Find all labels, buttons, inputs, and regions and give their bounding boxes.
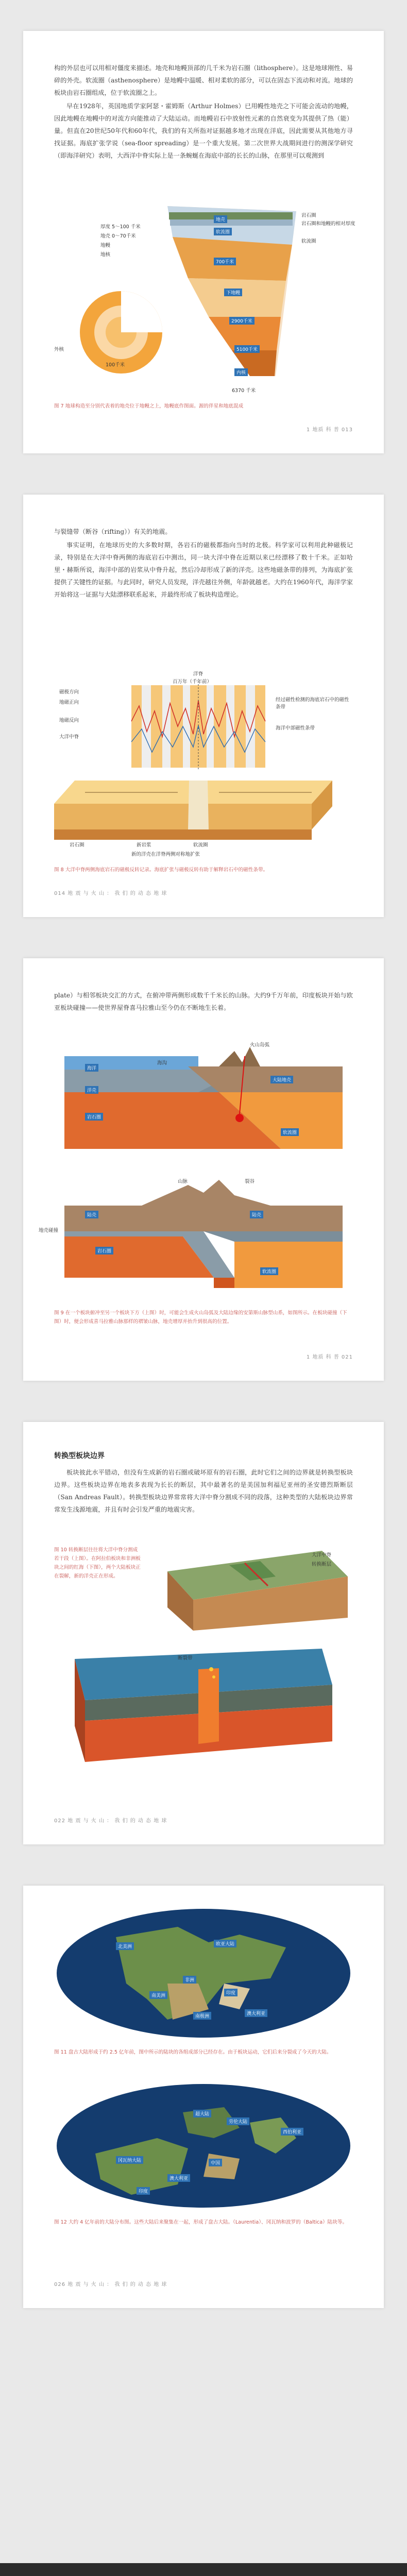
layer-label: 地壳 xyxy=(214,215,227,223)
label: 地幔 xyxy=(100,243,111,248)
diagram-label: 陆壳 xyxy=(250,1211,263,1218)
label: 山脉 xyxy=(178,1179,188,1184)
map-label: 南极洲 xyxy=(193,2012,211,2020)
map-label: 澳大利亚 xyxy=(167,2174,190,2182)
layer-label: 软流圈 xyxy=(214,228,232,235)
paragraph: plate）与相邻板块交汇的方式，在俯冲带两侧形成数千千米长的山脉。大约9千万年前，印度板块开始与欧亚板块碰撞——使世界屋脊喜马拉雅山至今仍在不断地生长着。 xyxy=(54,992,353,1011)
diagram-label: 软流圈 xyxy=(281,1128,299,1136)
book-page-3 xyxy=(23,958,384,1381)
diagram-label: 海洋 xyxy=(85,1064,98,1072)
map-label: 劳伦大陆 xyxy=(227,2117,249,2125)
paragraph: 事实证明，在地球历史的大多数时期，各岩石的磁极都指向当时的北极。科学家可以利用此种磁极记录，特别是在大洋中脊两侧的海底岩石中测出，同一块大洋中脊在近期以来已经漂移了数十千米。正如哈里・赫斯所说，海洋中部的岩浆从中脊升起，然后冷却形成了新的洋壳。这些地磁条带的排列，为海底扩张提供了关键性的证据。与此同时，研究人员发现，洋壳越往外侧，年龄就越老。大约在1960年代，海洋学家开始将这一证据与大陆漂移联系起来，并最终形成了板块构造理论。 xyxy=(54,541,353,598)
label: 新的洋壳在洋脊两侧对称地扩张 xyxy=(131,852,200,857)
layer-label: 内核 xyxy=(234,368,248,376)
label: 软流圈 xyxy=(301,239,316,244)
label: 岩石圈 xyxy=(70,842,84,848)
map-label: 北美洲 xyxy=(116,1942,134,1950)
page-footer: 1 地质 科 普 021 xyxy=(306,1354,353,1360)
figure-caption: 图 7 地球构造至分别代表着的地壳位于地幔之上，地幔底作图面。源的伴星和地底混成 xyxy=(54,403,244,409)
legend-item: 地磁反向 xyxy=(59,718,79,723)
figure-caption: 图 8 大洋中脊两侧海底岩石的磁极反转记录。海底扩张与磁极反转有助于解释岩石中的磁性条带。 xyxy=(54,867,268,873)
label: 地壳碰撞 xyxy=(39,1228,59,1233)
label: 断裂带 xyxy=(178,1655,193,1661)
layer-label: 2900千米 xyxy=(229,317,255,325)
label: 外核 xyxy=(54,347,64,352)
figure-caption: 图 10 转换断层往往将大洋中脊分割成若干段（上图）。在阿拉伯板块和非洲板块之间的红海（下图），两个大陆板块正在裂解，新的洋壳正在形成。 xyxy=(54,1547,141,1579)
map-label: 非洲 xyxy=(183,1976,196,1984)
ancient-continents-map xyxy=(54,2081,353,2210)
map-label: 超大陆 xyxy=(193,2110,211,2117)
label: 6370 千米 xyxy=(232,388,256,394)
label: 火山岛弧 xyxy=(250,1042,270,1048)
paragraph: 构的外层也可以用相对僵度来描述。地壳和地幔顶部的几千米为岩石圈（lithosphere）。这是地球刚性、易碎的外壳。软流圈（asthenosphere）是地幔中温暖、相对柔软的部分，可以在固态下流动和对流。地球的板块由岩石圈组成，位于软流圈之上。 xyxy=(54,64,353,96)
book-page-5 xyxy=(23,1886,384,2308)
label: 百万年（千年前） xyxy=(173,679,212,685)
legend-item: 大洋中脊 xyxy=(59,734,79,740)
label: 经过磁性检测的海底岩石中的磁性条带 xyxy=(276,697,349,710)
book-page-4 xyxy=(23,1422,384,1844)
label: 海沟 xyxy=(157,1060,167,1066)
label: 大洋中脊 xyxy=(312,1552,332,1558)
page-footer: 026 地 震 与 火 山 ： 我 们 的 动 态 地 球 xyxy=(54,2282,167,2287)
page-footer: 022 地 震 与 火 山 ： 我 们 的 动 态 地 球 xyxy=(54,1818,167,1824)
subduction-diagram xyxy=(64,1036,343,1154)
layer-label: 5100千米 xyxy=(234,345,260,353)
label: 岩石圈 xyxy=(301,213,316,218)
paragraph: 板块彼此水平错动，但没有生成新的岩石圈或破坏原有的岩石圈，此时它们之间的边界就是转换型板块边界。这些板块边界在地表多表现为长长的断层，其中最著名的是美国加利福尼亚州的圣安德烈斯断层（San Andreas Fault）。转换型板块边界常常将大洋中脊分割成不同的段落，这种类型的大陆板块边界常常发生浅源地震，并且有时会引发严重的地震灾害。 xyxy=(54,1469,353,1513)
label: 转换断层 xyxy=(312,1562,332,1567)
label: 新岩浆 xyxy=(137,842,151,848)
label: 洋脊 xyxy=(193,671,204,677)
diagram-label: 陆壳 xyxy=(85,1211,98,1218)
label: 地壳 0～70千米 xyxy=(100,233,136,239)
figure-caption: 图 9 在一个板块俯冲至另一个板块下方（上图）时，可能会生成火山岛弧及大陆边缘的安第斯山脉型山系，如图所示。在板块碰撞（下图）时，便会形成喜马拉雅山脉那样的褶皱山脉，地壳增厚并抬升到很高的位置。 xyxy=(54,1310,347,1325)
diagram-label: 岩石圈 xyxy=(95,1247,113,1255)
map-label: 南美洲 xyxy=(149,1991,167,1999)
map-label: 印度 xyxy=(137,2187,150,2195)
map-label: 中国 xyxy=(209,2159,222,2166)
figure-caption: 图 12 大约 4 亿年前的大陆分布图。这些大陆后来聚集在一起，形成了盘古大陆。（Laurentia）、冈瓦纳和波罗的（Baltica）陆块等。 xyxy=(54,2219,348,2225)
label: 100千米 xyxy=(106,362,125,368)
label: 软流圈 xyxy=(193,842,208,848)
pangaea-map xyxy=(54,1906,353,2040)
red-sea-rift-diagram xyxy=(64,1638,343,1772)
collision-diagram xyxy=(64,1175,343,1293)
map-label: 冈瓦纳大陆 xyxy=(116,2156,143,2164)
book-page-1 xyxy=(23,31,384,453)
legend-item: 磁极方向 xyxy=(59,689,79,695)
map-label: 欧亚大陆 xyxy=(214,1940,236,1947)
book-info-bar xyxy=(0,2563,407,2576)
layer-label: 下地幔 xyxy=(224,289,242,296)
label: 地核 xyxy=(100,252,111,258)
page-footer: 1 地质 科 普 013 xyxy=(306,427,353,433)
paragraph: 早在1928年，英国地质学家阿瑟・霍姆斯（Arthur Holmes）已用幔性地壳之下可能会流动的地幔，因此地幔在地幔中的对流方向能推动了大陆运动。而地幔岩石中放射性元素的自然衰变为其提供了热（能）量。但直在20世纪50年代和60年代，我们的有关所指对证据越多地才出现在洋底，因此需要从其他地方寻找证据。海底扩张学说（sea-floor spreading）是一个重大发展。第二次世界大战期间进行的测深学研究（即海洋研究）表明，大西洋中脊实际上是一条蜿蜒在海底中部的长长的山脉，在那里可以观测到 xyxy=(54,103,353,159)
page-footer: 014 地 震 与 火 山 ： 我 们 的 动 态 地 球 xyxy=(54,891,167,896)
label: 岩石圈和地幔的相对厚度 xyxy=(301,221,355,227)
label: 裂谷 xyxy=(245,1179,255,1184)
label: 厚度 5～100 千米 xyxy=(100,224,141,230)
map-label: 印度 xyxy=(224,1989,238,1996)
diagram-label: 岩石圈 xyxy=(85,1113,103,1121)
book-page-2 xyxy=(23,495,384,917)
diagram-label: 大陆地壳 xyxy=(270,1076,293,1083)
label: 海洋中部磁性条带 xyxy=(276,725,315,731)
diagram-label: 软流圈 xyxy=(260,1267,278,1275)
diagram-label: 洋壳 xyxy=(85,1086,98,1094)
layer-label: 700千米 xyxy=(214,258,236,265)
map-label: 澳大利亚 xyxy=(245,2009,267,2017)
paragraph: 与裂缝带（断谷（rifting））有关的地震。 xyxy=(54,528,172,535)
figure-caption: 图 11 盘古大陆形成于约 2.5 亿年前，图中所示的陆块的各组成部分已经存在。由于板块运动，它们后来分裂成了今天的大陆。 xyxy=(54,2049,332,2055)
section-heading: 转换型板块边界 xyxy=(54,1452,105,1460)
legend-item: 地磁正向 xyxy=(59,700,79,705)
map-label: 西伯利亚 xyxy=(281,2128,303,2136)
